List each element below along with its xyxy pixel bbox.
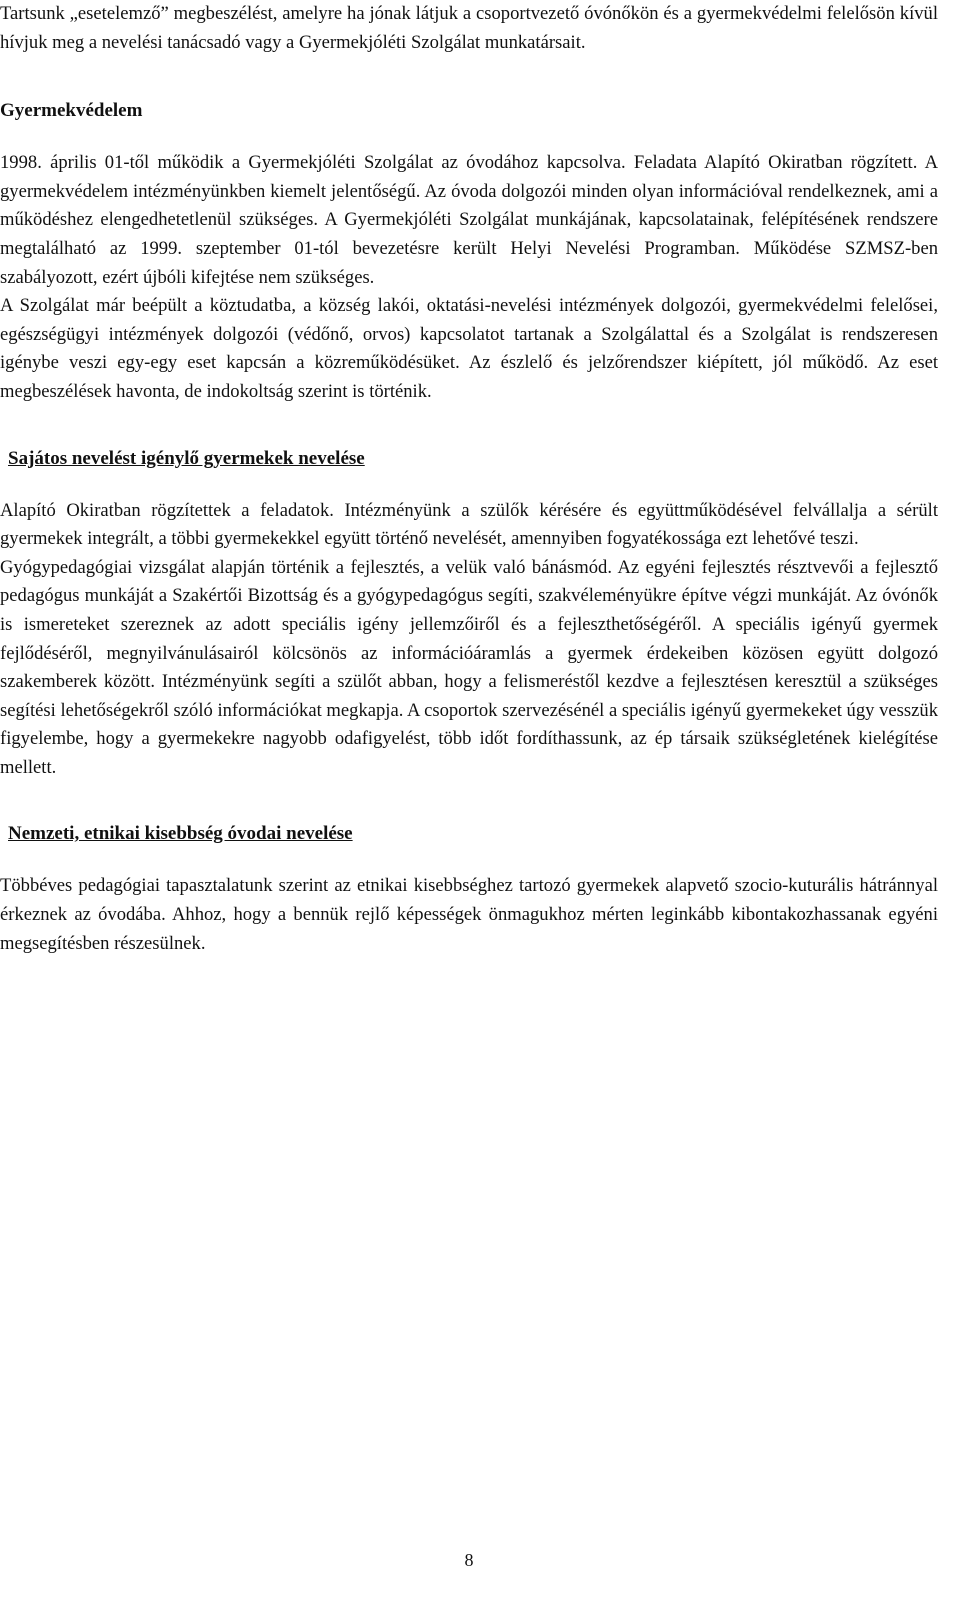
page-number: 8 <box>464 1550 474 1570</box>
paragraph-child-protection-1: 1998. április 01-től működik a Gyermekjóléti Szolgálat az óvodához kapcsolva. Feladata Alapító Okiratban rögzített. A gyermekvédelem intézményünkben kiemelt jelentőségű. Az óvoda dolgozói minden olyan információval rendelkeznek, ami a működéshez elengedhetetlenül szükséges. A Gyermekjóléti Szolgálat munkájának, kapcsolatainak, felépítésének rendszere megtalálható az 1999. szeptember 01-tól bevezetésre került Helyi Nevelési Programban. Működése SZMSZ-ben szabályozott, ezért újbóli kifejtése nem szükséges. <box>0 152 938 288</box>
heading-minority: Nemzeti, etnikai kisebbség óvodai nevelése <box>8 823 353 845</box>
heading-child-protection: Gyermekvédelem <box>0 100 143 122</box>
paragraph-special-needs-1: Alapító Okiratban rögzítettek a feladatok. Intézményünk a szülők kérésére és együttműködésével felvállalja a sérült gyermekek integrált, a többi gyermekekkel együtt történő nevelését, amennyiben fogyatékossága ezt lehetővé teszi. <box>0 499 938 550</box>
paragraph-child-protection-2: A Szolgálat már beépült a köztudatba, a község lakói, oktatási-nevelési intézmények dolgozói, gyermekvédelmi felelősei, egészségügyi intézmények dolgozói (védőnő, orvos) kapcsolatot tartanak a Szolgálattal és a Szolgálat is rendszeresen igénybe veszi egy-egy eset kapcsán a közreműködésüket. Az észlelő és jelzőrendszer kiépített, jól működő. Az eset megbeszélések havonta, de indokoltság szerint is történik. <box>0 295 938 402</box>
intro-paragraph: Tartsunk „esetelemző” megbeszélést, amelyre ha jónak látjuk a csoportvezető óvónőkön és a gyermekvédelmi felelősön kívül hívjuk meg a nevelési tanácsadó vagy a Gyermekjóléti Szolgálat munkatársait. <box>0 3 938 53</box>
paragraph-special-needs-2: Gyógypedagógiai vizsgálat alapján történik a fejlesztés, a velük való bánásmód. Az egyéni fejlesztés résztvevői a fejlesztő pedagógus munkáját a Szakértői Bizottság és a gyógypedagógus segíti, szakvéleményükre építve végzi munkáját. Az óvónők is ismereteket szereznek az adott speciális igény jellemzőiről és a fejleszthetőségéről. A speciális igényű gyermek fejlődéséről, megnyilvánulásairól kölcsönös az információáramlás a gyermek érdekeiben közösen együtt dolgozó szakemberek között. Intézményünk segíti a szülőt abban, hogy a felismeréstől kezdve a fejlesztésen keresztül a szükséges segítési lehetőségekről szóló információkat megkapja. A csoportok szervezésénél a speciális igényű gyermekeket úgy vesszük figyelembe, hogy a gyermekekre nagyobb odafigyelést, több időt fordíthassunk, az ép társaik szükségletének kielégítése mellett. <box>0 556 938 778</box>
paragraph-minority-1: Többéves pedagógiai tapasztalatunk szerint az etnikai kisebbséghez tartozó gyermekek alapvető szocio-kuturális hátránnyal érkeznek az óvodába. Ahhoz, hogy a bennük rejlő képességek önmagukhoz mérten leginkább kibontakozhassanak egyéni megsegítésben részesülnek. <box>0 875 938 954</box>
heading-special-needs: Sajátos nevelést igénylő gyermekek nevelése <box>8 447 365 469</box>
